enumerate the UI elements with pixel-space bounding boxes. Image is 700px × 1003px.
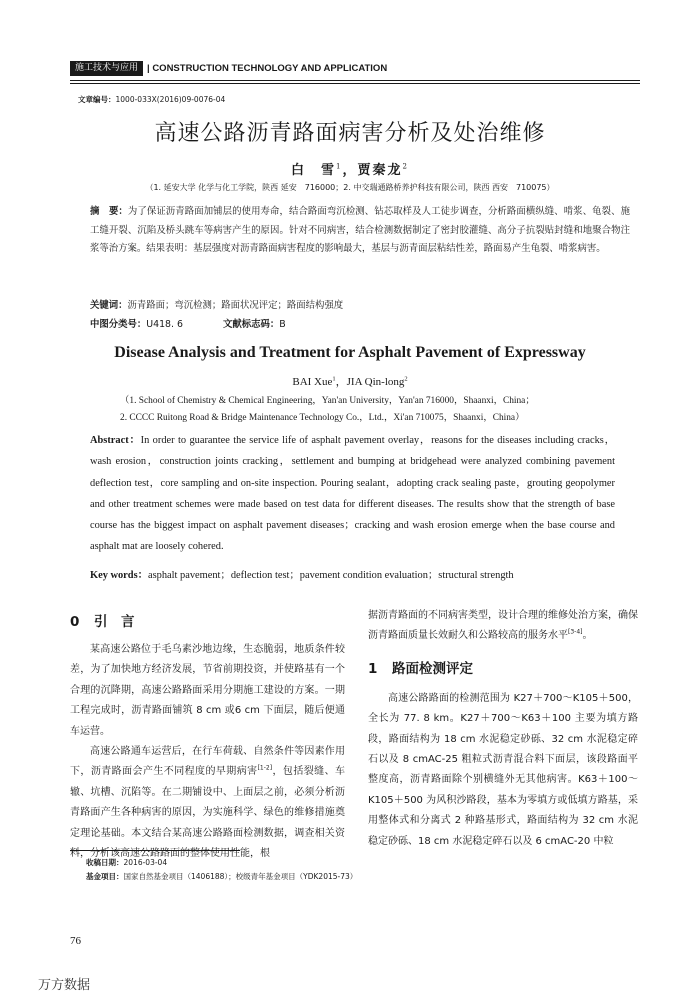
section-0-number: 0 [70,614,80,630]
intro-paragraph-1: 某高速公路位于毛乌素沙地边缘，生态脆弱，地质条件较差，为了加快地方经济发展，节省前期投资，并使路基有一个合理的沉降期，高速公路路面采用分期施工建设的方案。一期工程完成时，沥青路面铺筑 8 cm 或6 cm 下面层，随后便通车运营。 [70,644,345,737]
section-1-heading [368,657,638,681]
keywords-english [90,568,630,584]
footnote-funding [86,871,357,882]
author-en-separator: ， [335,376,347,388]
authors-english [0,373,700,389]
title-english: Disease Analysis and Treatment for Asphalt Pavement of Expressway [114,344,586,361]
intro-p2-text-c: 据沥青路面的不同病害类型，设计合理的维修处治方案，确保沥青路面质量长效耐久和公路较高的服务水平 [368,610,638,642]
fund-value: 国家自然基金项目（1406188）；校级青年基金项目（YDK2015-73） [123,872,358,881]
affiliation-english-1: （1. School of Chemistry & Chemical Engineering，Yan'an University，Yan'an 716000，Shaanxi，China； [120,396,535,406]
author-1-cn: 白 雪 [291,163,337,178]
keywords-en-text: asphalt pavement；deflection test；pavement condition evaluation；structural strength [148,570,514,581]
intro-paragraph-2 [70,742,345,864]
keywords-cn-label: 关键词： [90,300,128,311]
author-1-en-sup: 1 [332,375,336,383]
affiliation-chinese: （1. 延安大学 化学与化工学院，陕西 延安 716000；2. 中交瑞通路桥养护科技有限公司，陕西 西安 710075） [145,183,555,192]
body-column-left [70,606,345,864]
keywords-en-label: Key words： [90,570,149,581]
citation-3-4: [3-4] [568,629,583,637]
fund-label: 基金项目： [86,872,124,881]
citation-1-2: [1-2] [257,765,273,773]
intro-p2-end: 。 [582,630,593,642]
abstract-chinese [90,203,630,259]
journal-section-tag: 施工技术与应用 [70,61,143,76]
intro-paragraph-2-continued [368,606,638,647]
abstract-english [90,430,615,558]
author-2-en: JIA Qin-long [346,376,405,388]
section-1-paragraph-1: 高速公路路面的检测范围为 K27＋700～K105＋500，全长为 77. 8 km。K27＋700～K63＋100 主要为填方路段，路面结构为 18 cm 水泥稳定砂砾、32 cm 水泥稳定碎石以及 8 cmAC-25 粗粒式沥青混合料下面层，该段路面平整度高，沥青路面除个别横缝外无其他病害。K63＋100～K105＋500 为风积沙路段，基本为零填方或低填方路基，采用整体式和分离式 2 种路基形式，路面结构为 32 cm 水泥稳定砂砾、18 cm 水泥稳定碎石以及 6 cmAC-20 中粒 [368,692,638,847]
abstract-en-text: In order to guarantee the service life of asphalt pavement overlay，reasons for the diseases including cracks，wash erosion，construction joints cracking，settlement and bumping at bridgehead were analyzed combining pavement deflection test，core sampling and on-site inspection. Pouring sealant，adopting crack sealing paste，grouting geopolymer and other treatment schemes were made based on test data for different diseases. The results show that the strength of base course has the biggest impact on asphalt pavement diseases；cracking and wash erosion emerge when the base course and asphalt mat are loosely cohered. [90,435,616,553]
section-0-title: 引 言 [94,614,135,630]
abstract-cn-label: 摘 要： [90,206,128,217]
affiliation-english-2: 2. CCCC Ruitong Road & Bridge Maintenance Technology Co.，Ltd.，Xi'an 710075，Shaanxi，China） [120,413,525,423]
article-number [78,94,225,105]
doc-code-label: 文献标志码： [222,319,280,330]
body-column-right [368,606,638,852]
page-number: 76 [70,935,81,947]
section-1-number: 1 [368,660,378,677]
clc-value: U418. 6 [146,319,183,330]
received-value: 2016-03-04 [123,858,168,867]
abstract-cn-text: 为了保证沥青路面加铺层的使用寿命，结合路面弯沉检测、钻芯取样及人工徒步调查，分析路面横纵缝、啃浆、龟裂、施工缝开裂、沉陷及桥头跳车等病害产生的原因。针对不同病害，结合检测数据制定了密封胶灌缝、高分子抗裂贴封缝和地聚合物注浆等治方案。结果表明：基层强度对沥青路面病害程度的影响最大，基层与沥青面层粘结性差，路面易产生龟裂、啃浆病害。 [90,206,630,255]
authors-chinese [0,159,700,178]
intro-p2-text-b: ，包括裂缝、车辙、坑槽、沉陷等。在二期铺设中、上面层之前，必须分析沥青路面产生各种病害的原因，为实施科学、绿色的维修措施奠定理论基础。本文结合某高速公路路面检测数据，调查相关资料，分析该高速公路路面的整体使用性能，根 [70,766,346,860]
author-separator: ， [342,163,358,178]
header-rule [70,80,640,81]
journal-section-english: | CONSTRUCTION TECHNOLOGY AND APPLICATION [147,62,388,74]
article-number-label: 文章编号： [78,95,116,104]
author-2-sup: 2 [402,162,409,171]
journal-header [70,60,640,76]
watermark: 万方数据 [38,978,91,993]
author-1-en: BAI Xue [292,376,333,388]
section-0-heading [70,610,345,634]
footnote-received-date [86,857,167,868]
header-rule-thin [70,83,640,84]
intro-p2-text-a: 高速公路通车运营后，在行车荷载、自然条件等因素作用下，沥青路面会产生不同程度的早期病害 [70,746,345,778]
clc-label: 中图分类号： [90,319,147,330]
footnote-rule [70,850,240,851]
section-1-title: 路面检测评定 [392,660,473,677]
classification-line [90,316,286,334]
keywords-chinese [90,297,630,315]
keywords-cn-text: 沥青路面；弯沉检测；路面状况评定；路面结构强度 [127,300,344,311]
author-2-en-sup: 2 [404,375,408,383]
author-1-sup: 1 [336,162,343,171]
article-number-value: 1000-033X(2016)09-0076-04 [115,95,226,104]
title-chinese: 高速公路沥青路面病害分析及处治维修 [154,121,546,146]
abstract-en-label: Abstract： [90,435,141,446]
author-2-cn: 贾秦龙 [357,163,403,178]
received-label: 收稿日期： [86,858,124,867]
doc-code-value: B [279,319,286,330]
